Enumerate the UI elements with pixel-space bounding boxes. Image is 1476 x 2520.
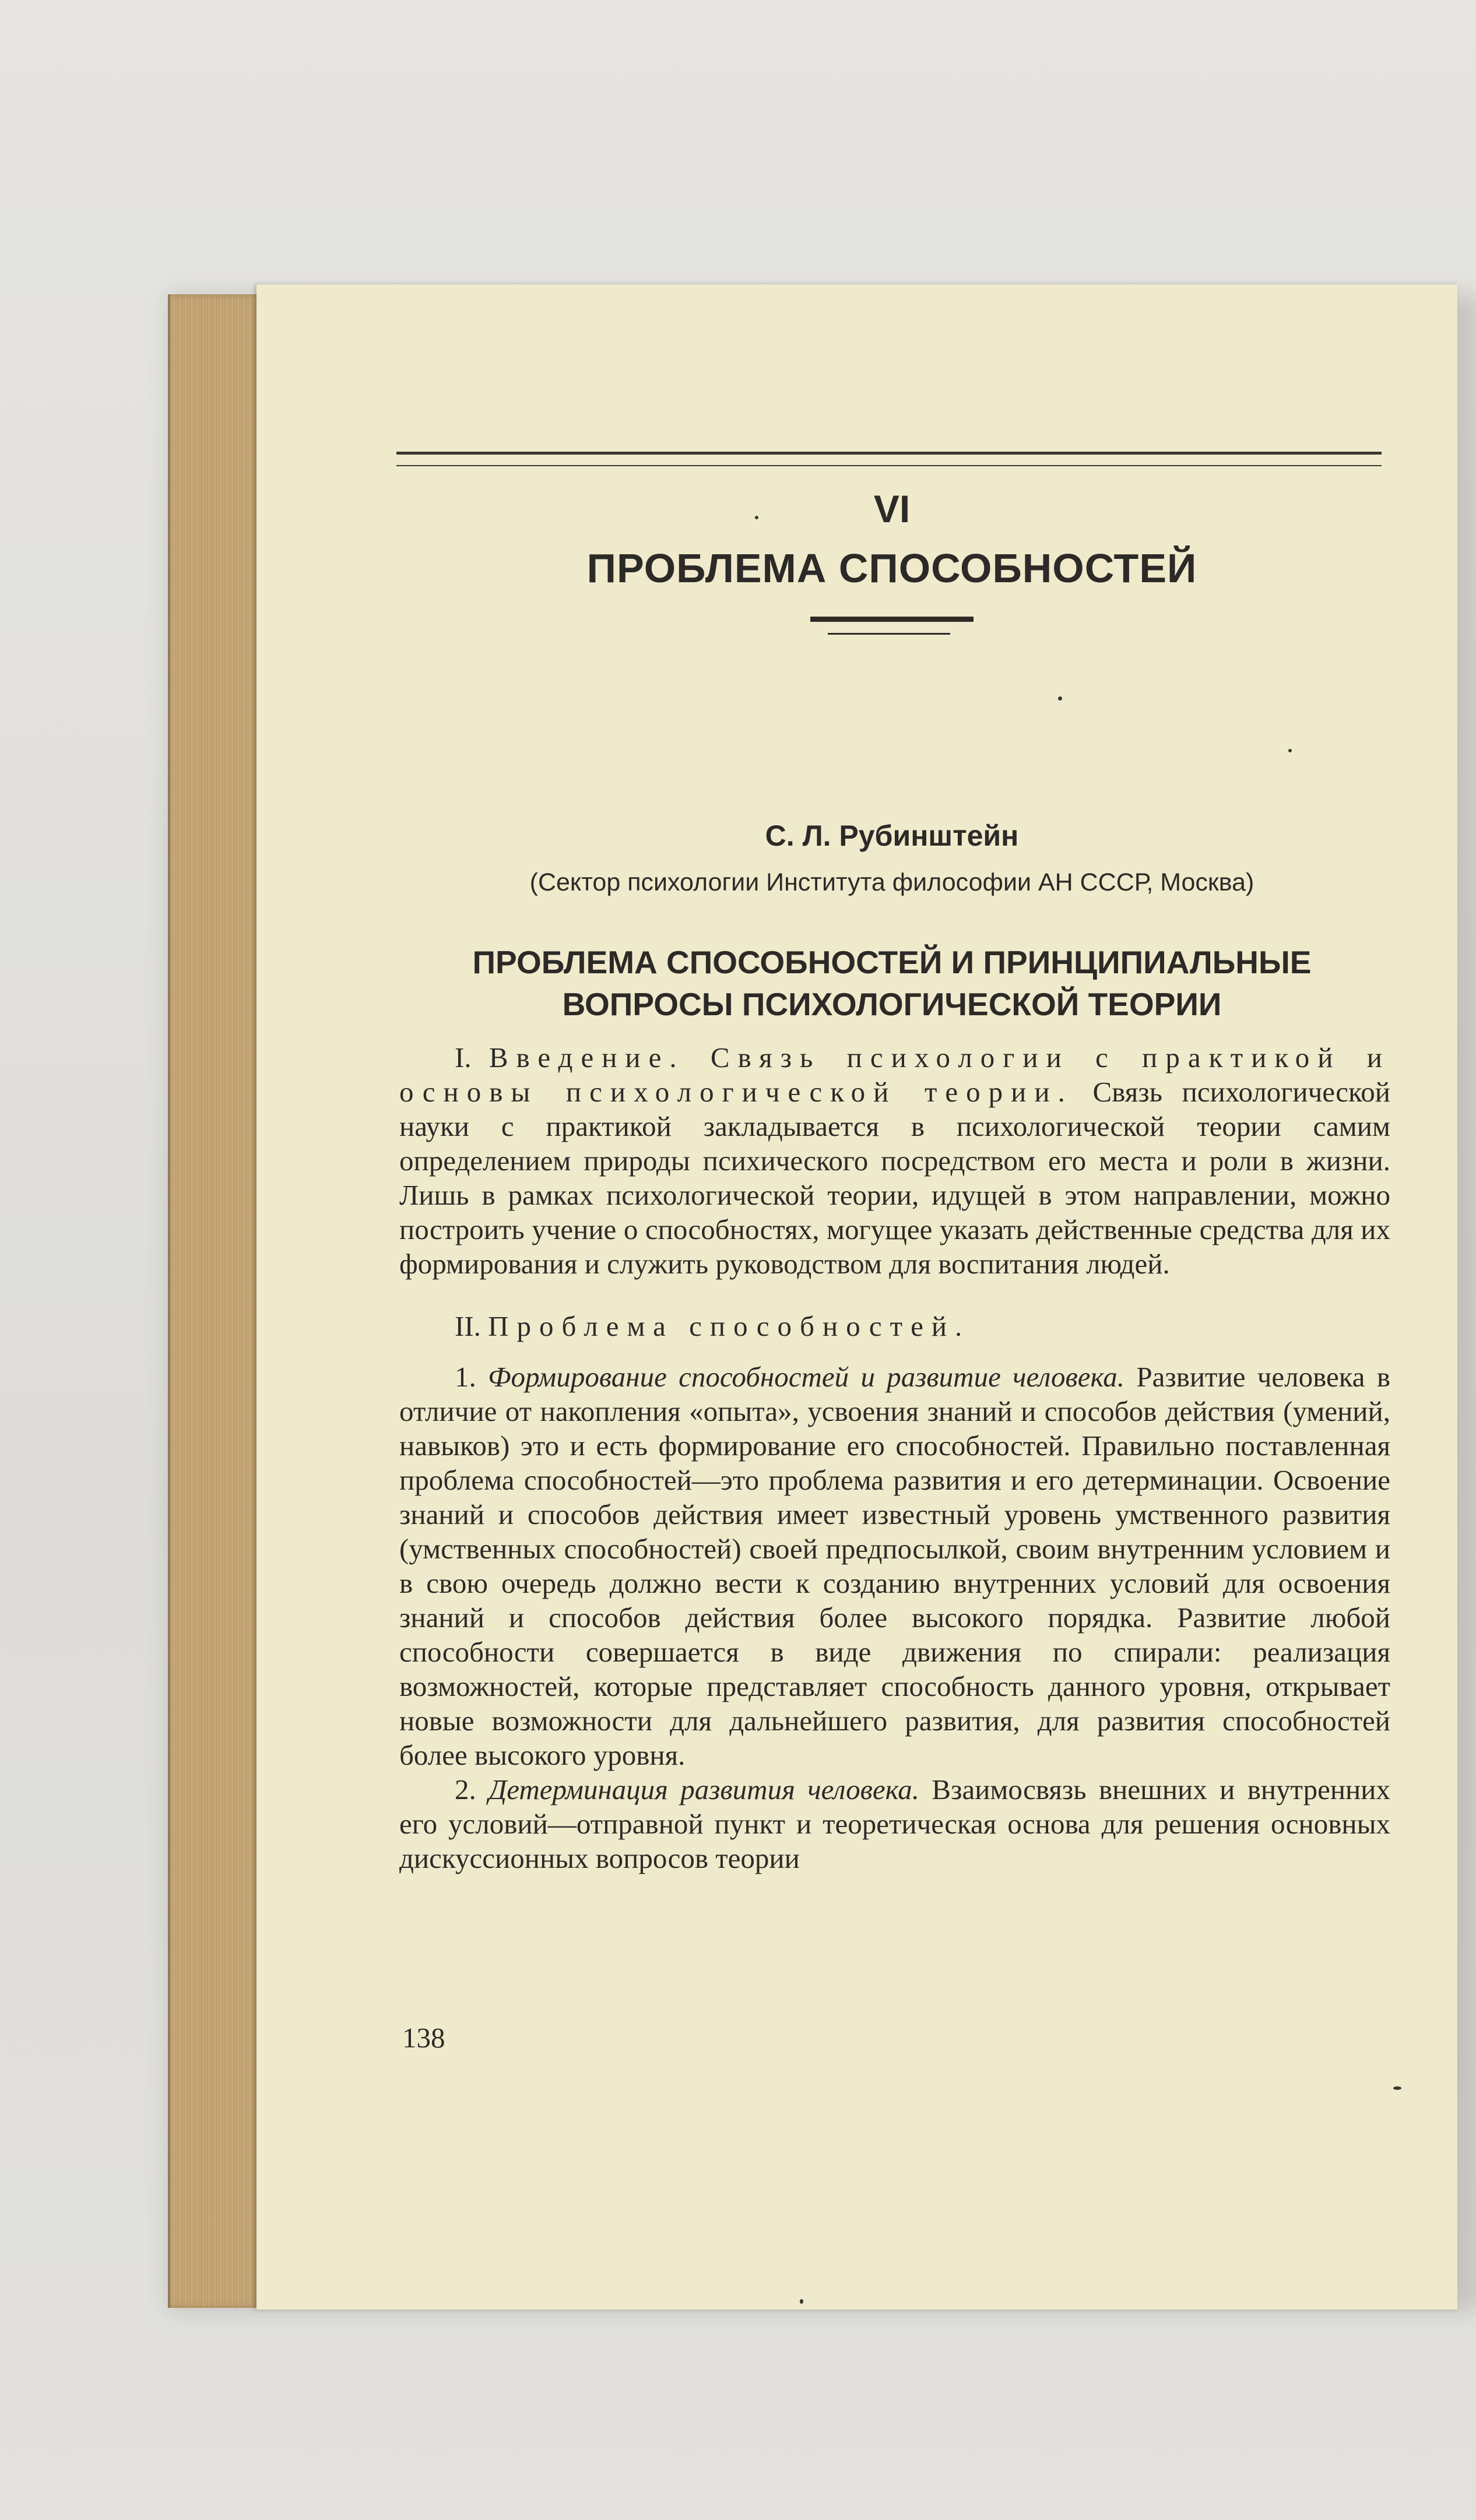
paragraph-1-text: Развитие человека в отличие от накопления «опыта», усвоения знаний и способов действия (умений, навыков) это и есть формирование его способностей. Правильно поставленная проблема способностей—это проблема развития и его детерминации. Освоение знаний и способов действия имеет известный уровень умственного развития (умственных способностей) своей предпосылкой, своим внутренним условием и в свою очередь должно вести к созданию внутренних условий для освоения знаний и способов действия более высокого порядка. Развитие любой способности совершается в виде движения по спирали: реализация возможностей, которые представляет способность данного уровня, открывает новые возможности для дальнейшего развития, для развития способностей более высокого уровня. [399, 1361, 1391, 1771]
chapter-title: ПРОБЛЕМА СПОСОБНОСТЕЙ [586, 545, 1197, 591]
page-number: 138 [402, 2022, 445, 2054]
article-title-line1: ПРОБЛЕМА СПОСОБНОСТЕЙ И ПРИНЦИПИАЛЬНЫЕ [472, 944, 1312, 980]
paragraph-1-number: 1. [455, 1361, 476, 1393]
title-ornament-thin [828, 633, 950, 635]
title-ornament-thick [810, 617, 974, 622]
top-rule-thick [396, 452, 1382, 455]
book-page-edges [168, 294, 261, 2308]
section-1-text: Связь психологической науки с практикой закладывается в психологической теории самим определением природы психического посредством его места и роли в жизни. Лишь в рамках психологической теории, идущей в этом направлении, можно построить учение о способностях, могущее указать действенные средства для их формирования и служить руководством для воспитания людей. [399, 1076, 1390, 1280]
author-name: С. Л. Рубинштейн [765, 819, 1019, 852]
paragraph-1 [399, 1360, 1390, 1772]
paragraph-2-number: 2. [455, 1773, 476, 1805]
article-title [402, 941, 1382, 1025]
section-1-paragraph [399, 1040, 1390, 1281]
paragraph-2-text: Взаимосвязь внешних и внутренних его условий—отправной пункт и теоретическая основа для решения основных дискуссионных вопросов теории [399, 1773, 1390, 1874]
paragraph-1-heading: Формирование способностей и развитие человека. [488, 1361, 1124, 1393]
scan-speck [755, 516, 758, 519]
article-body [399, 1040, 1390, 1875]
article-title-line2: ВОПРОСЫ ПСИХОЛОГИЧЕСКОЙ ТЕОРИИ [562, 986, 1222, 1022]
scan-speck [1058, 696, 1062, 701]
top-rule-thin [396, 465, 1382, 466]
paragraph-2-heading: Детерминация развития человека. [489, 1773, 920, 1805]
section-1-heading: Введение. Связь психологии с практикой и основы психологической теории. [399, 1041, 1390, 1108]
section-1-number: I. [455, 1041, 472, 1074]
section-2-number: II. [455, 1310, 481, 1342]
scan-speck [800, 2299, 803, 2304]
section-2-heading-paragraph [399, 1309, 1390, 1343]
scan-speck [1393, 2086, 1401, 2090]
author-affiliation: (Сектор психологии Института философии АН СССР, Москва) [529, 868, 1254, 896]
paragraph-2 [399, 1772, 1390, 1875]
chapter-number: VI [873, 487, 911, 530]
scan-speck [1288, 749, 1292, 752]
section-2-heading: Проблема способностей. [488, 1310, 971, 1342]
